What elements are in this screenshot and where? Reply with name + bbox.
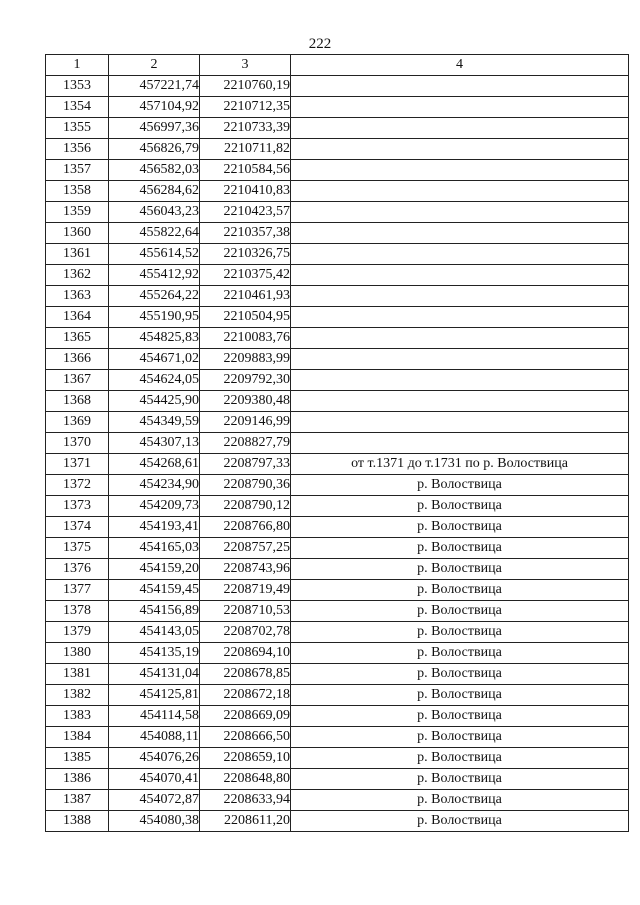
table-row [46, 76, 629, 97]
description-cell: р. Волоствица [291, 622, 629, 643]
table-row [46, 685, 629, 706]
description-cell: р. Волоствица [291, 727, 629, 748]
point-number-cell: 1358 [46, 181, 109, 202]
description-cell [291, 307, 629, 328]
point-number-cell: 1357 [46, 160, 109, 181]
description-cell [291, 265, 629, 286]
point-number-cell: 1353 [46, 76, 109, 97]
point-number-cell: 1376 [46, 559, 109, 580]
description-cell: р. Волоствица [291, 475, 629, 496]
description-cell: р. Волоствица [291, 496, 629, 517]
x-coordinate-cell: 454080,38 [109, 811, 200, 832]
point-number-cell: 1365 [46, 328, 109, 349]
description-cell: р. Волоствица [291, 811, 629, 832]
description-cell [291, 433, 629, 454]
column-header-4: 4 [291, 55, 629, 76]
y-coordinate-cell: 2210584,56 [200, 160, 291, 181]
description-cell [291, 244, 629, 265]
table-row [46, 664, 629, 685]
y-coordinate-cell: 2210733,39 [200, 118, 291, 139]
table-row [46, 202, 629, 223]
table-header-row [46, 55, 629, 76]
table-row [46, 538, 629, 559]
x-coordinate-cell: 454072,87 [109, 790, 200, 811]
point-number-cell: 1359 [46, 202, 109, 223]
table-row [46, 811, 629, 832]
table-row [46, 412, 629, 433]
description-cell: р. Волоствица [291, 748, 629, 769]
point-number-cell: 1363 [46, 286, 109, 307]
table-row [46, 370, 629, 391]
x-coordinate-cell: 454671,02 [109, 349, 200, 370]
y-coordinate-cell: 2209883,99 [200, 349, 291, 370]
y-coordinate-cell: 2210760,19 [200, 76, 291, 97]
point-number-cell: 1356 [46, 139, 109, 160]
table-row [46, 118, 629, 139]
description-cell [291, 391, 629, 412]
point-number-cell: 1379 [46, 622, 109, 643]
y-coordinate-cell: 2208827,79 [200, 433, 291, 454]
x-coordinate-cell: 454159,45 [109, 580, 200, 601]
description-cell [291, 160, 629, 181]
table-row [46, 475, 629, 496]
description-cell [291, 412, 629, 433]
y-coordinate-cell: 2208790,36 [200, 475, 291, 496]
point-number-cell: 1381 [46, 664, 109, 685]
point-number-cell: 1386 [46, 769, 109, 790]
x-coordinate-cell: 456582,03 [109, 160, 200, 181]
table-row [46, 349, 629, 370]
y-coordinate-cell: 2208797,33 [200, 454, 291, 475]
description-cell: р. Волоствица [291, 517, 629, 538]
x-coordinate-cell: 455822,64 [109, 223, 200, 244]
y-coordinate-cell: 2210504,95 [200, 307, 291, 328]
x-coordinate-cell: 454193,41 [109, 517, 200, 538]
x-coordinate-cell: 454234,90 [109, 475, 200, 496]
x-coordinate-cell: 454209,73 [109, 496, 200, 517]
table-row [46, 223, 629, 244]
x-coordinate-cell: 454425,90 [109, 391, 200, 412]
point-number-cell: 1368 [46, 391, 109, 412]
description-cell [291, 97, 629, 118]
x-coordinate-cell: 454076,26 [109, 748, 200, 769]
description-cell: р. Волоствица [291, 538, 629, 559]
x-coordinate-cell: 454070,41 [109, 769, 200, 790]
y-coordinate-cell: 2208678,85 [200, 664, 291, 685]
table-row [46, 139, 629, 160]
x-coordinate-cell: 454156,89 [109, 601, 200, 622]
point-number-cell: 1374 [46, 517, 109, 538]
y-coordinate-cell: 2208659,10 [200, 748, 291, 769]
point-number-cell: 1385 [46, 748, 109, 769]
coordinates-table [45, 54, 629, 832]
table-row [46, 559, 629, 580]
table-row [46, 391, 629, 412]
description-cell [291, 202, 629, 223]
x-coordinate-cell: 454088,11 [109, 727, 200, 748]
x-coordinate-cell: 455190,95 [109, 307, 200, 328]
x-coordinate-cell: 454131,04 [109, 664, 200, 685]
x-coordinate-cell: 454624,05 [109, 370, 200, 391]
x-coordinate-cell: 454114,58 [109, 706, 200, 727]
table-row [46, 790, 629, 811]
point-number-cell: 1378 [46, 601, 109, 622]
x-coordinate-cell: 454159,20 [109, 559, 200, 580]
y-coordinate-cell: 2210375,42 [200, 265, 291, 286]
description-cell: р. Волоствица [291, 559, 629, 580]
table-body [46, 76, 629, 832]
point-number-cell: 1355 [46, 118, 109, 139]
point-number-cell: 1383 [46, 706, 109, 727]
x-coordinate-cell: 455614,52 [109, 244, 200, 265]
point-number-cell: 1375 [46, 538, 109, 559]
y-coordinate-cell: 2210357,38 [200, 223, 291, 244]
point-number-cell: 1361 [46, 244, 109, 265]
y-coordinate-cell: 2208766,80 [200, 517, 291, 538]
table-row [46, 244, 629, 265]
point-number-cell: 1369 [46, 412, 109, 433]
x-coordinate-cell: 454349,59 [109, 412, 200, 433]
description-cell: р. Волоствица [291, 769, 629, 790]
x-coordinate-cell: 454143,05 [109, 622, 200, 643]
table-row [46, 601, 629, 622]
point-number-cell: 1373 [46, 496, 109, 517]
description-cell [291, 139, 629, 160]
point-number-cell: 1362 [46, 265, 109, 286]
x-coordinate-cell: 454307,13 [109, 433, 200, 454]
description-cell [291, 118, 629, 139]
description-cell: р. Волоствица [291, 706, 629, 727]
table-row [46, 496, 629, 517]
table-row [46, 643, 629, 664]
description-cell [291, 223, 629, 244]
description-cell [291, 370, 629, 391]
point-number-cell: 1364 [46, 307, 109, 328]
table-row [46, 706, 629, 727]
x-coordinate-cell: 455412,92 [109, 265, 200, 286]
y-coordinate-cell: 2208672,18 [200, 685, 291, 706]
table-row [46, 181, 629, 202]
description-cell [291, 181, 629, 202]
y-coordinate-cell: 2210711,82 [200, 139, 291, 160]
y-coordinate-cell: 2210712,35 [200, 97, 291, 118]
x-coordinate-cell: 456284,62 [109, 181, 200, 202]
x-coordinate-cell: 457221,74 [109, 76, 200, 97]
y-coordinate-cell: 2208702,78 [200, 622, 291, 643]
description-cell: р. Волоствица [291, 790, 629, 811]
table-row [46, 748, 629, 769]
table-row [46, 769, 629, 790]
x-coordinate-cell: 454165,03 [109, 538, 200, 559]
table-row [46, 160, 629, 181]
table-row [46, 517, 629, 538]
x-coordinate-cell: 454135,19 [109, 643, 200, 664]
table-row [46, 433, 629, 454]
table-row [46, 97, 629, 118]
y-coordinate-cell: 2210423,57 [200, 202, 291, 223]
point-number-cell: 1360 [46, 223, 109, 244]
y-coordinate-cell: 2208666,50 [200, 727, 291, 748]
y-coordinate-cell: 2208694,10 [200, 643, 291, 664]
table-row [46, 286, 629, 307]
description-cell [291, 328, 629, 349]
table-row [46, 265, 629, 286]
description-cell [291, 286, 629, 307]
description-cell: р. Волоствица [291, 643, 629, 664]
y-coordinate-cell: 2208633,94 [200, 790, 291, 811]
x-coordinate-cell: 455264,22 [109, 286, 200, 307]
point-number-cell: 1371 [46, 454, 109, 475]
x-coordinate-cell: 454125,81 [109, 685, 200, 706]
point-number-cell: 1380 [46, 643, 109, 664]
point-number-cell: 1372 [46, 475, 109, 496]
description-cell [291, 76, 629, 97]
y-coordinate-cell: 2208743,96 [200, 559, 291, 580]
point-number-cell: 1388 [46, 811, 109, 832]
description-cell [291, 349, 629, 370]
y-coordinate-cell: 2210410,83 [200, 181, 291, 202]
y-coordinate-cell: 2210326,75 [200, 244, 291, 265]
column-header-3: 3 [200, 55, 291, 76]
page-number: 222 [308, 36, 332, 52]
table-row [46, 580, 629, 601]
y-coordinate-cell: 2209146,99 [200, 412, 291, 433]
table-row [46, 454, 629, 475]
description-cell: р. Волоствица [291, 664, 629, 685]
x-coordinate-cell: 454268,61 [109, 454, 200, 475]
point-number-cell: 1367 [46, 370, 109, 391]
y-coordinate-cell: 2208648,80 [200, 769, 291, 790]
table-row [46, 622, 629, 643]
x-coordinate-cell: 454825,83 [109, 328, 200, 349]
point-number-cell: 1366 [46, 349, 109, 370]
y-coordinate-cell: 2208790,12 [200, 496, 291, 517]
description-cell: р. Волоствица [291, 580, 629, 601]
table-row [46, 727, 629, 748]
y-coordinate-cell: 2209380,48 [200, 391, 291, 412]
x-coordinate-cell: 456826,79 [109, 139, 200, 160]
column-header-2: 2 [109, 55, 200, 76]
y-coordinate-cell: 2208611,20 [200, 811, 291, 832]
point-number-cell: 1387 [46, 790, 109, 811]
y-coordinate-cell: 2209792,30 [200, 370, 291, 391]
y-coordinate-cell: 2208719,49 [200, 580, 291, 601]
description-cell: р. Волоствица [291, 601, 629, 622]
x-coordinate-cell: 456997,36 [109, 118, 200, 139]
table-row [46, 328, 629, 349]
point-number-cell: 1377 [46, 580, 109, 601]
point-number-cell: 1384 [46, 727, 109, 748]
x-coordinate-cell: 457104,92 [109, 97, 200, 118]
point-number-cell: 1370 [46, 433, 109, 454]
description-cell: р. Волоствица [291, 685, 629, 706]
y-coordinate-cell: 2210083,76 [200, 328, 291, 349]
y-coordinate-cell: 2208757,25 [200, 538, 291, 559]
column-header-1: 1 [46, 55, 109, 76]
table-row [46, 307, 629, 328]
x-coordinate-cell: 456043,23 [109, 202, 200, 223]
point-number-cell: 1382 [46, 685, 109, 706]
y-coordinate-cell: 2210461,93 [200, 286, 291, 307]
y-coordinate-cell: 2208669,09 [200, 706, 291, 727]
point-number-cell: 1354 [46, 97, 109, 118]
y-coordinate-cell: 2208710,53 [200, 601, 291, 622]
description-cell: от т.1371 до т.1731 по р. Волоствица [291, 454, 629, 475]
